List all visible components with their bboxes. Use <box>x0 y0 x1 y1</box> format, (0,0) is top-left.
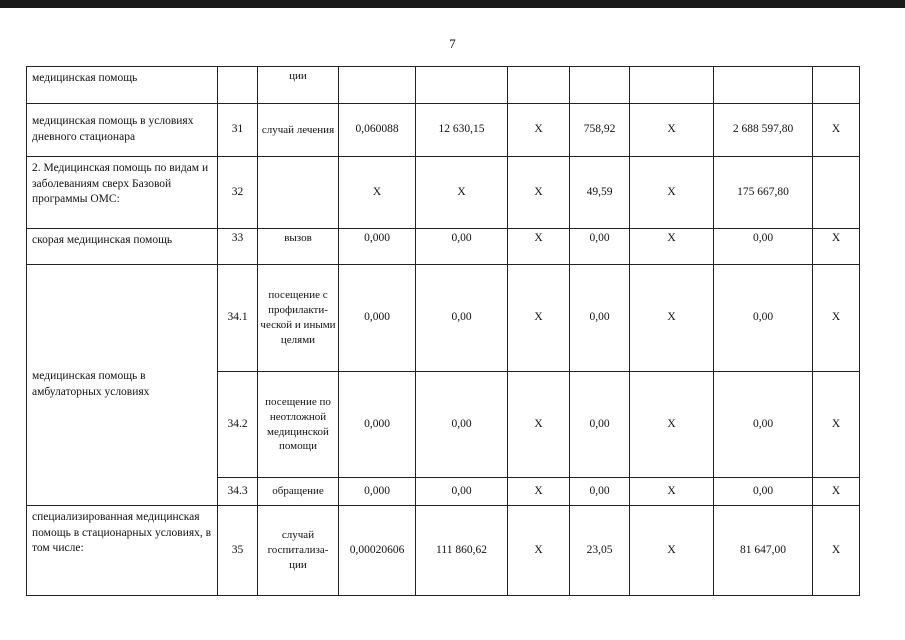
row-name: специализированная медицинская помощь в стационарных условиях, в том числе: <box>27 506 218 596</box>
row-x1: X <box>508 265 570 372</box>
row-name: медицинская помощь в условиях дневного стационара <box>27 104 218 157</box>
row-per-capita: 0,00 <box>570 478 630 506</box>
table-row <box>27 67 860 104</box>
row-norm: X <box>339 157 416 229</box>
row-unit: вызов <box>258 229 339 265</box>
row-total: 81 647,00 <box>714 506 813 596</box>
row-x3: X <box>813 229 860 265</box>
row-x2: X <box>630 506 714 596</box>
row-line-number: 34.1 <box>218 265 258 372</box>
row-line-number: 31 <box>218 104 258 157</box>
row-x1: X <box>508 478 570 506</box>
row-norm: 0,00020606 <box>339 506 416 596</box>
row-x2: X <box>630 157 714 229</box>
row-cost <box>416 67 508 104</box>
row-x2: X <box>630 372 714 478</box>
row-x3: X <box>813 506 860 596</box>
row-line-number: 33 <box>218 229 258 265</box>
row-per-capita: 23,05 <box>570 506 630 596</box>
row-per-capita <box>570 67 630 104</box>
table-row <box>27 229 860 265</box>
row-norm: 0,000 <box>339 478 416 506</box>
row-total: 0,00 <box>714 265 813 372</box>
row-line-number: 34.2 <box>218 372 258 478</box>
row-x2: X <box>630 229 714 265</box>
table-row <box>27 265 860 372</box>
row-total: 2 688 597,80 <box>714 104 813 157</box>
row-cost: X <box>416 157 508 229</box>
row-total <box>714 67 813 104</box>
page-number: 7 <box>449 36 456 51</box>
row-x3: X <box>813 372 860 478</box>
row-x3 <box>813 67 860 104</box>
row-per-capita: 0,00 <box>570 265 630 372</box>
row-x2: X <box>630 265 714 372</box>
row-line-number: 32 <box>218 157 258 229</box>
row-total: 0,00 <box>714 478 813 506</box>
row-x3 <box>813 157 860 229</box>
row-total: 0,00 <box>714 229 813 265</box>
row-name: 2. Медицинская помощь по видам и заболеваниям сверх Базовой программы ОМС: <box>27 157 218 229</box>
row-unit: посещение по неотложной медицинской помощи <box>258 372 339 478</box>
table-row <box>27 157 860 229</box>
row-cost: 111 860,62 <box>416 506 508 596</box>
row-name: скорая медицинская помощь <box>27 229 218 265</box>
row-per-capita: 0,00 <box>570 372 630 478</box>
row-x3: X <box>813 104 860 157</box>
row-unit: посещение с профилакти-ческой и иными целями <box>258 265 339 372</box>
row-cost: 0,00 <box>416 478 508 506</box>
row-cost: 0,00 <box>416 372 508 478</box>
row-norm <box>339 67 416 104</box>
row-cost: 12 630,15 <box>416 104 508 157</box>
row-unit: случай госпитализа-ции <box>258 506 339 596</box>
row-line-number <box>218 67 258 104</box>
row-x2: X <box>630 478 714 506</box>
row-per-capita: 758,92 <box>570 104 630 157</box>
row-unit: случай лечения <box>258 104 339 157</box>
row-line-number: 35 <box>218 506 258 596</box>
row-name: медицинская помощь в амбулаторных условиях <box>27 265 218 506</box>
row-per-capita: 49,59 <box>570 157 630 229</box>
row-unit: ции <box>258 67 339 104</box>
row-unit: обращение <box>258 478 339 506</box>
row-x2 <box>630 67 714 104</box>
data-table <box>26 66 860 596</box>
row-norm: 0,000 <box>339 265 416 372</box>
row-x3: X <box>813 265 860 372</box>
row-norm: 0,000 <box>339 372 416 478</box>
row-x2: X <box>630 104 714 157</box>
row-norm: 0,060088 <box>339 104 416 157</box>
scan-top-border <box>0 0 905 8</box>
row-norm: 0,000 <box>339 229 416 265</box>
row-total: 0,00 <box>714 372 813 478</box>
row-cost: 0,00 <box>416 265 508 372</box>
row-total: 175 667,80 <box>714 157 813 229</box>
row-unit <box>258 157 339 229</box>
row-line-number: 34.3 <box>218 478 258 506</box>
table-row <box>27 104 860 157</box>
row-cost: 0,00 <box>416 229 508 265</box>
row-x1: X <box>508 157 570 229</box>
row-name: медицинская помощь <box>27 67 218 104</box>
table-row <box>27 506 860 596</box>
row-x1 <box>508 67 570 104</box>
row-x1: X <box>508 104 570 157</box>
row-x1: X <box>508 372 570 478</box>
row-x1: X <box>508 506 570 596</box>
row-per-capita: 0,00 <box>570 229 630 265</box>
row-x3: X <box>813 478 860 506</box>
row-x1: X <box>508 229 570 265</box>
